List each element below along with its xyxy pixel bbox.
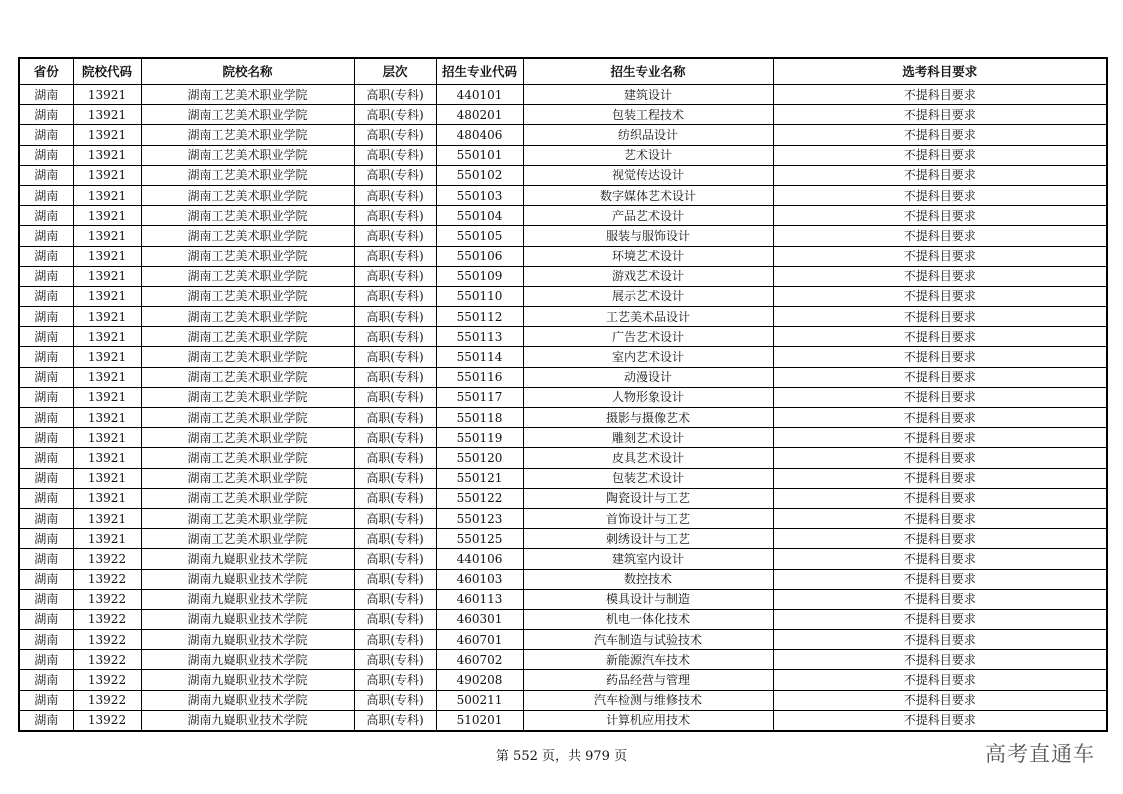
cell-province: 湖南: [19, 286, 73, 306]
cell-school-code: 13921: [73, 246, 141, 266]
cell-province: 湖南: [19, 367, 73, 387]
cell-province: 湖南: [19, 307, 73, 327]
cell-level: 高职(专科): [354, 367, 436, 387]
table-row: [19, 549, 1107, 569]
cell-school-code: 13921: [73, 165, 141, 185]
cell-major-name: 艺术设计: [523, 145, 773, 165]
cell-level: 高职(专科): [354, 448, 436, 468]
table-row: [19, 630, 1107, 650]
cell-level: 高职(专科): [354, 650, 436, 670]
cell-level: 高职(专科): [354, 125, 436, 145]
cell-level: 高职(专科): [354, 165, 436, 185]
cell-major-name: 纺织品设计: [523, 125, 773, 145]
cell-subject-requirement: 不提科目要求: [773, 650, 1107, 670]
cell-school-name: 湖南九嶷职业技术学院: [141, 630, 354, 650]
table-row: [19, 650, 1107, 670]
cell-major-code: 510201: [436, 710, 523, 731]
cell-major-name: 展示艺术设计: [523, 286, 773, 306]
page-number: 第 552 页，共 979 页: [495, 749, 628, 764]
cell-school-name: 湖南九嶷职业技术学院: [141, 690, 354, 710]
cell-subject-requirement: 不提科目要求: [773, 710, 1107, 731]
cell-school-code: 13922: [73, 589, 141, 609]
table-row: [19, 690, 1107, 710]
cell-major-code: 550119: [436, 428, 523, 448]
table-row: [19, 670, 1107, 690]
cell-school-name: 湖南九嶷职业技术学院: [141, 710, 354, 731]
cell-school-name: 湖南九嶷职业技术学院: [141, 609, 354, 629]
cell-level: 高职(专科): [354, 105, 436, 125]
cell-level: 高职(专科): [354, 387, 436, 407]
cell-school-name: 湖南工艺美术职业学院: [141, 448, 354, 468]
cell-level: 高职(专科): [354, 488, 436, 508]
cell-school-code: 13922: [73, 569, 141, 589]
header-school-code: 院校代码: [73, 58, 141, 85]
cell-school-code: 13922: [73, 670, 141, 690]
cell-major-name: 首饰设计与工艺: [523, 508, 773, 528]
cell-school-name: 湖南工艺美术职业学院: [141, 246, 354, 266]
table-row: [19, 468, 1107, 488]
cell-province: 湖南: [19, 589, 73, 609]
cell-major-code: 460103: [436, 569, 523, 589]
cell-province: 湖南: [19, 387, 73, 407]
cell-major-code: 550114: [436, 347, 523, 367]
cell-major-name: 雕刻艺术设计: [523, 428, 773, 448]
table-row: [19, 367, 1107, 387]
cell-major-code: 480201: [436, 105, 523, 125]
table-row: [19, 307, 1107, 327]
cell-subject-requirement: 不提科目要求: [773, 690, 1107, 710]
cell-school-code: 13921: [73, 327, 141, 347]
cell-school-code: 13921: [73, 367, 141, 387]
cell-subject-requirement: 不提科目要求: [773, 529, 1107, 549]
cell-level: 高职(专科): [354, 589, 436, 609]
cell-school-name: 湖南工艺美术职业学院: [141, 529, 354, 549]
cell-school-name: 湖南工艺美术职业学院: [141, 327, 354, 347]
header-major-name: 招生专业名称: [523, 58, 773, 85]
cell-school-code: 13922: [73, 690, 141, 710]
cell-school-code: 13921: [73, 206, 141, 226]
admission-table-container: [18, 57, 1106, 732]
table-row: [19, 589, 1107, 609]
cell-major-name: 包装工程技术: [523, 105, 773, 125]
cell-level: 高职(专科): [354, 347, 436, 367]
cell-level: 高职(专科): [354, 549, 436, 569]
cell-major-name: 游戏艺术设计: [523, 266, 773, 286]
cell-major-name: 数控技术: [523, 569, 773, 589]
cell-major-code: 460701: [436, 630, 523, 650]
cell-major-code: 550105: [436, 226, 523, 246]
cell-major-code: 550123: [436, 508, 523, 528]
table-row: [19, 327, 1107, 347]
cell-school-name: 湖南九嶷职业技术学院: [141, 589, 354, 609]
cell-subject-requirement: 不提科目要求: [773, 307, 1107, 327]
cell-major-code: 550112: [436, 307, 523, 327]
cell-major-code: 460113: [436, 589, 523, 609]
cell-major-code: 550109: [436, 266, 523, 286]
cell-school-name: 湖南九嶷职业技术学院: [141, 569, 354, 589]
cell-major-code: 480406: [436, 125, 523, 145]
cell-school-name: 湖南工艺美术职业学院: [141, 428, 354, 448]
cell-subject-requirement: 不提科目要求: [773, 85, 1107, 105]
cell-major-code: 440106: [436, 549, 523, 569]
cell-major-name: 汽车检测与维修技术: [523, 690, 773, 710]
watermark-logo: 高考直通车: [985, 742, 1095, 766]
cell-major-name: 新能源汽车技术: [523, 650, 773, 670]
cell-major-code: 460301: [436, 609, 523, 629]
table-row: [19, 508, 1107, 528]
cell-major-name: 建筑设计: [523, 85, 773, 105]
cell-subject-requirement: 不提科目要求: [773, 286, 1107, 306]
cell-subject-requirement: 不提科目要求: [773, 448, 1107, 468]
cell-subject-requirement: 不提科目要求: [773, 246, 1107, 266]
table-row: [19, 165, 1107, 185]
cell-school-code: 13921: [73, 448, 141, 468]
cell-major-name: 广告艺术设计: [523, 327, 773, 347]
cell-province: 湖南: [19, 428, 73, 448]
cell-province: 湖南: [19, 246, 73, 266]
cell-school-name: 湖南九嶷职业技术学院: [141, 549, 354, 569]
cell-subject-requirement: 不提科目要求: [773, 226, 1107, 246]
cell-subject-requirement: 不提科目要求: [773, 428, 1107, 448]
cell-school-code: 13922: [73, 609, 141, 629]
cell-school-code: 13922: [73, 630, 141, 650]
cell-major-code: 550125: [436, 529, 523, 549]
table-row: [19, 529, 1107, 549]
cell-major-code: 550120: [436, 448, 523, 468]
cell-school-name: 湖南工艺美术职业学院: [141, 105, 354, 125]
cell-province: 湖南: [19, 508, 73, 528]
cell-major-name: 工艺美术品设计: [523, 307, 773, 327]
cell-school-name: 湖南九嶷职业技术学院: [141, 650, 354, 670]
cell-province: 湖南: [19, 165, 73, 185]
cell-subject-requirement: 不提科目要求: [773, 569, 1107, 589]
cell-province: 湖南: [19, 569, 73, 589]
table-row: [19, 710, 1107, 731]
cell-province: 湖南: [19, 125, 73, 145]
table-row: [19, 448, 1107, 468]
cell-school-code: 13921: [73, 286, 141, 306]
cell-major-code: 550104: [436, 206, 523, 226]
cell-subject-requirement: 不提科目要求: [773, 468, 1107, 488]
cell-major-code: 550103: [436, 185, 523, 205]
cell-school-code: 13921: [73, 387, 141, 407]
cell-level: 高职(专科): [354, 145, 436, 165]
cell-school-name: 湖南工艺美术职业学院: [141, 185, 354, 205]
cell-major-code: 550121: [436, 468, 523, 488]
cell-major-name: 汽车制造与试验技术: [523, 630, 773, 650]
cell-subject-requirement: 不提科目要求: [773, 488, 1107, 508]
cell-major-code: 550116: [436, 367, 523, 387]
cell-school-name: 湖南工艺美术职业学院: [141, 226, 354, 246]
cell-major-code: 550106: [436, 246, 523, 266]
table-body: [19, 85, 1107, 732]
cell-subject-requirement: 不提科目要求: [773, 145, 1107, 165]
cell-province: 湖南: [19, 185, 73, 205]
cell-major-name: 机电一体化技术: [523, 609, 773, 629]
table-row: [19, 266, 1107, 286]
cell-level: 高职(专科): [354, 468, 436, 488]
table-row: [19, 85, 1107, 105]
cell-major-code: 550101: [436, 145, 523, 165]
cell-province: 湖南: [19, 690, 73, 710]
cell-province: 湖南: [19, 327, 73, 347]
cell-school-code: 13921: [73, 428, 141, 448]
cell-level: 高职(专科): [354, 690, 436, 710]
cell-school-code: 13921: [73, 185, 141, 205]
table-row: [19, 246, 1107, 266]
cell-major-name: 药品经营与管理: [523, 670, 773, 690]
cell-province: 湖南: [19, 408, 73, 428]
cell-school-code: 13921: [73, 488, 141, 508]
cell-subject-requirement: 不提科目要求: [773, 266, 1107, 286]
cell-school-code: 13921: [73, 145, 141, 165]
table-row: [19, 347, 1107, 367]
cell-subject-requirement: 不提科目要求: [773, 367, 1107, 387]
cell-school-name: 湖南工艺美术职业学院: [141, 85, 354, 105]
cell-school-code: 13921: [73, 307, 141, 327]
cell-province: 湖南: [19, 105, 73, 125]
cell-major-name: 人物形象设计: [523, 387, 773, 407]
cell-school-code: 13922: [73, 710, 141, 731]
table-row: [19, 408, 1107, 428]
cell-major-code: 440101: [436, 85, 523, 105]
cell-school-code: 13921: [73, 408, 141, 428]
cell-level: 高职(专科): [354, 206, 436, 226]
cell-level: 高职(专科): [354, 307, 436, 327]
cell-major-code: 550102: [436, 165, 523, 185]
cell-school-code: 13922: [73, 650, 141, 670]
cell-major-code: 550118: [436, 408, 523, 428]
cell-level: 高职(专科): [354, 266, 436, 286]
table-row: [19, 488, 1107, 508]
cell-school-code: 13921: [73, 226, 141, 246]
cell-level: 高职(专科): [354, 529, 436, 549]
cell-level: 高职(专科): [354, 246, 436, 266]
cell-school-name: 湖南工艺美术职业学院: [141, 307, 354, 327]
cell-major-name: 数字媒体艺术设计: [523, 185, 773, 205]
cell-school-code: 13921: [73, 125, 141, 145]
cell-school-name: 湖南工艺美术职业学院: [141, 145, 354, 165]
cell-province: 湖南: [19, 650, 73, 670]
cell-school-code: 13922: [73, 549, 141, 569]
cell-major-code: 550122: [436, 488, 523, 508]
cell-level: 高职(专科): [354, 710, 436, 731]
cell-level: 高职(专科): [354, 85, 436, 105]
cell-major-name: 包装艺术设计: [523, 468, 773, 488]
cell-level: 高职(专科): [354, 286, 436, 306]
cell-subject-requirement: 不提科目要求: [773, 670, 1107, 690]
cell-province: 湖南: [19, 85, 73, 105]
cell-subject-requirement: 不提科目要求: [773, 609, 1107, 629]
cell-school-name: 湖南工艺美术职业学院: [141, 266, 354, 286]
cell-major-code: 550113: [436, 327, 523, 347]
cell-school-name: 湖南工艺美术职业学院: [141, 206, 354, 226]
cell-major-name: 视觉传达设计: [523, 165, 773, 185]
cell-subject-requirement: 不提科目要求: [773, 185, 1107, 205]
cell-major-code: 460702: [436, 650, 523, 670]
table-row: [19, 387, 1107, 407]
cell-province: 湖南: [19, 145, 73, 165]
cell-major-name: 产品艺术设计: [523, 206, 773, 226]
cell-level: 高职(专科): [354, 630, 436, 650]
cell-school-name: 湖南工艺美术职业学院: [141, 387, 354, 407]
cell-major-name: 动漫设计: [523, 367, 773, 387]
admission-table: [18, 57, 1108, 732]
cell-level: 高职(专科): [354, 226, 436, 246]
cell-school-code: 13921: [73, 85, 141, 105]
cell-major-name: 室内艺术设计: [523, 347, 773, 367]
table-row: [19, 206, 1107, 226]
table-row: [19, 609, 1107, 629]
cell-subject-requirement: 不提科目要求: [773, 589, 1107, 609]
cell-major-name: 刺绣设计与工艺: [523, 529, 773, 549]
table-header-row: [19, 58, 1107, 85]
header-major-code: 招生专业代码: [436, 58, 523, 85]
cell-major-code: 550110: [436, 286, 523, 306]
cell-subject-requirement: 不提科目要求: [773, 508, 1107, 528]
table-row: [19, 145, 1107, 165]
cell-school-code: 13921: [73, 508, 141, 528]
header-school-name: 院校名称: [141, 58, 354, 85]
cell-province: 湖南: [19, 468, 73, 488]
cell-subject-requirement: 不提科目要求: [773, 165, 1107, 185]
cell-major-name: 模具设计与制造: [523, 589, 773, 609]
cell-school-name: 湖南工艺美术职业学院: [141, 408, 354, 428]
header-province: 省份: [19, 58, 73, 85]
cell-province: 湖南: [19, 448, 73, 468]
cell-school-name: 湖南九嶷职业技术学院: [141, 670, 354, 690]
cell-school-code: 13921: [73, 529, 141, 549]
cell-major-code: 490208: [436, 670, 523, 690]
cell-major-name: 服装与服饰设计: [523, 226, 773, 246]
cell-school-name: 湖南工艺美术职业学院: [141, 508, 354, 528]
cell-level: 高职(专科): [354, 508, 436, 528]
cell-province: 湖南: [19, 609, 73, 629]
cell-major-name: 环境艺术设计: [523, 246, 773, 266]
cell-level: 高职(专科): [354, 609, 436, 629]
cell-province: 湖南: [19, 630, 73, 650]
cell-province: 湖南: [19, 266, 73, 286]
cell-major-name: 皮具艺术设计: [523, 448, 773, 468]
cell-province: 湖南: [19, 488, 73, 508]
cell-school-code: 13921: [73, 347, 141, 367]
header-level: 层次: [354, 58, 436, 85]
cell-subject-requirement: 不提科目要求: [773, 206, 1107, 226]
cell-school-name: 湖南工艺美术职业学院: [141, 468, 354, 488]
cell-school-name: 湖南工艺美术职业学院: [141, 488, 354, 508]
cell-subject-requirement: 不提科目要求: [773, 105, 1107, 125]
cell-subject-requirement: 不提科目要求: [773, 408, 1107, 428]
cell-school-name: 湖南工艺美术职业学院: [141, 165, 354, 185]
cell-subject-requirement: 不提科目要求: [773, 347, 1107, 367]
cell-school-code: 13921: [73, 468, 141, 488]
cell-level: 高职(专科): [354, 670, 436, 690]
cell-subject-requirement: 不提科目要求: [773, 387, 1107, 407]
cell-province: 湖南: [19, 226, 73, 246]
cell-school-name: 湖南工艺美术职业学院: [141, 286, 354, 306]
table-row: [19, 428, 1107, 448]
cell-school-name: 湖南工艺美术职业学院: [141, 347, 354, 367]
cell-major-name: 摄影与摄像艺术: [523, 408, 773, 428]
cell-school-code: 13921: [73, 266, 141, 286]
cell-level: 高职(专科): [354, 408, 436, 428]
table-row: [19, 286, 1107, 306]
cell-province: 湖南: [19, 670, 73, 690]
cell-level: 高职(专科): [354, 185, 436, 205]
header-subject-requirement: 选考科目要求: [773, 58, 1107, 85]
cell-subject-requirement: 不提科目要求: [773, 630, 1107, 650]
table-row: [19, 226, 1107, 246]
table-row: [19, 125, 1107, 145]
cell-province: 湖南: [19, 549, 73, 569]
cell-province: 湖南: [19, 206, 73, 226]
cell-school-name: 湖南工艺美术职业学院: [141, 125, 354, 145]
cell-province: 湖南: [19, 347, 73, 367]
cell-major-name: 计算机应用技术: [523, 710, 773, 731]
cell-level: 高职(专科): [354, 327, 436, 347]
cell-subject-requirement: 不提科目要求: [773, 549, 1107, 569]
cell-subject-requirement: 不提科目要求: [773, 327, 1107, 347]
table-row: [19, 185, 1107, 205]
cell-level: 高职(专科): [354, 569, 436, 589]
table-row: [19, 569, 1107, 589]
cell-major-name: 陶瓷设计与工艺: [523, 488, 773, 508]
cell-school-code: 13921: [73, 105, 141, 125]
cell-province: 湖南: [19, 710, 73, 731]
cell-subject-requirement: 不提科目要求: [773, 125, 1107, 145]
table-row: [19, 105, 1107, 125]
cell-school-name: 湖南工艺美术职业学院: [141, 367, 354, 387]
cell-major-code: 500211: [436, 690, 523, 710]
cell-major-name: 建筑室内设计: [523, 549, 773, 569]
cell-major-code: 550117: [436, 387, 523, 407]
cell-province: 湖南: [19, 529, 73, 549]
cell-level: 高职(专科): [354, 428, 436, 448]
